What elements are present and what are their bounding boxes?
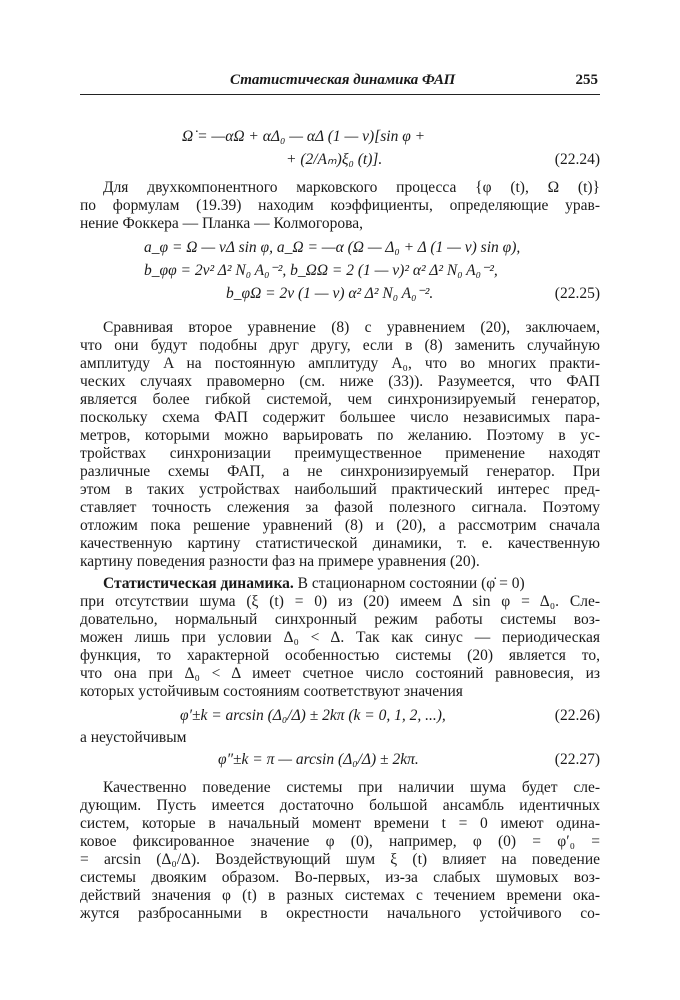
para2-line: ческих случаях правомерно (см. ниже (33)). Разумеется, что ФАП	[80, 373, 600, 390]
para4-line: систем, которые в начальный момент времени t = 0 имеют одина-	[80, 815, 600, 832]
para3-line: что она при Δ₀ < Δ имеет счетное число состояний равновесия, из	[80, 665, 600, 682]
equation-22-25-line1: a_φ = Ω — νΔ sin φ, a_Ω = —α (Ω — Δ₀ + Δ (1 — ν) sin φ),	[144, 239, 521, 256]
equation-22-25-line2: b_φφ = 2ν² Δ² N₀ A₀⁻², b_ΩΩ = 2 (1 — ν)² α² Δ² N₀ A₀⁻²,	[144, 262, 498, 279]
para2-line: ставляет точность слежения за фазой полезного сигнала. Поэтому	[80, 499, 600, 516]
equation-22-26: φ′±k = arcsin (Δ₀/Δ) ± 2kπ (k = 0, 1, 2, ...),	[180, 707, 446, 724]
equation-number-22-26: (22.26)	[554, 707, 600, 724]
para4-line: Качественно поведение системы при наличии шума будет сле-	[103, 779, 600, 796]
para3-line: которых устойчивым состояниям соответствуют значения	[80, 683, 463, 700]
running-title: Статистическая динамика ФАП	[230, 72, 456, 88]
para1-line: по формулам (19.39) находим коэффициенты, определяющие урав-	[80, 197, 600, 214]
equation-number-22-24: (22.24)	[554, 151, 600, 168]
para2-line: Сравнивая второе уравнение (8) с уравнением (20), заключаем,	[103, 319, 600, 336]
para3-line: можен лишь при условии Δ₀ < Δ. Так как синус — периодическая	[80, 629, 600, 646]
equation-22-24-line2: + (2/Aₘ)ξ₀ (t)].	[286, 151, 383, 168]
para4-line: жутся разбросанными в окрестности начального устойчивого со-	[80, 905, 600, 922]
para2-line: качественную картину статистической динамики, т. е. качественную	[80, 535, 600, 552]
para2-line: этом в таких устройствах наибольший практический интерес пред-	[80, 481, 600, 498]
para4-line: ковое фиксированное значение φ (0), например, φ (0) = φ′₀ =	[80, 833, 600, 850]
para2-line: метров, которыми можно варьировать по желанию. Поэтому в ус-	[80, 427, 600, 444]
running-header	[80, 70, 600, 95]
para4-line: дующим. Пусть имеется достаточно большой ансамбль идентичных	[80, 797, 600, 814]
para2-line: картину поведения разности фаз на примере уравнения (20).	[80, 553, 480, 570]
para2-line: поскольку схема ФАП содержит большее число независимых пара-	[80, 409, 600, 426]
para3-line: довательно, нормальный синхронный режим работы системы воз-	[80, 611, 600, 628]
equation-number-22-25: (22.25)	[554, 285, 600, 302]
para3-line: при отсутствии шума (ξ (t) = 0) из (20) имеем Δ sin φ = Δ₀. Сле-	[80, 593, 600, 610]
unstable-label: а неустойчивым	[80, 729, 187, 746]
para1-line: нение Фоккера — Планка — Колмогорова,	[80, 215, 363, 232]
section-heading: Статистическая динамика.	[103, 575, 294, 592]
equation-22-25-line3: b_φΩ = 2ν (1 — ν) α² Δ² N₀ A₀⁻².	[226, 285, 434, 302]
para4-line: = arcsin (Δ₀/Δ). Воздействующий шум ξ (t) влияет на поведение	[80, 851, 600, 868]
para3-first-line-text: В стационарном состоянии (φ̇ = 0)	[293, 575, 525, 592]
para2-line: амплитуду A на постоянную амплитуду A₀, что во многих практи-	[80, 355, 600, 372]
page-number: 255	[575, 72, 598, 88]
para2-line: тройствах синхронизации преимущественное применение находят	[80, 445, 600, 462]
para4-line: действий значения φ (t) в разных системах с течением времени ока-	[80, 887, 600, 904]
para1-line: Для двухкомпонентного марковского процесса {φ (t), Ω (t)}	[103, 179, 600, 196]
para3-first-line	[103, 575, 600, 593]
para3-line: функция, то характерной особенностью системы (20) является то,	[80, 647, 600, 664]
para2-line: различные схемы ФАП, а не синхронизируемый генератор. При	[80, 463, 600, 480]
para2-line: что они будут подобны друг другу, если в (8) заменить случайную	[80, 337, 600, 354]
equation-22-27: φ″±k = π — arcsin (Δ₀/Δ) ± 2kπ.	[218, 751, 419, 768]
para2-line: является более гибкой системой, чем синхронизируемый генератор,	[80, 391, 600, 408]
equation-22-24-line1: Ω̇ = —αΩ + αΔ₀ — αΔ (1 — ν)[sin φ +	[182, 128, 426, 145]
para4-line: системы двояким образом. Во-первых, из-за слабых шумовых воз-	[80, 869, 600, 886]
para2-line: отложим пока решение уравнений (8) и (20), а рассмотрим сначала	[80, 517, 600, 534]
equation-number-22-27: (22.27)	[554, 751, 600, 768]
